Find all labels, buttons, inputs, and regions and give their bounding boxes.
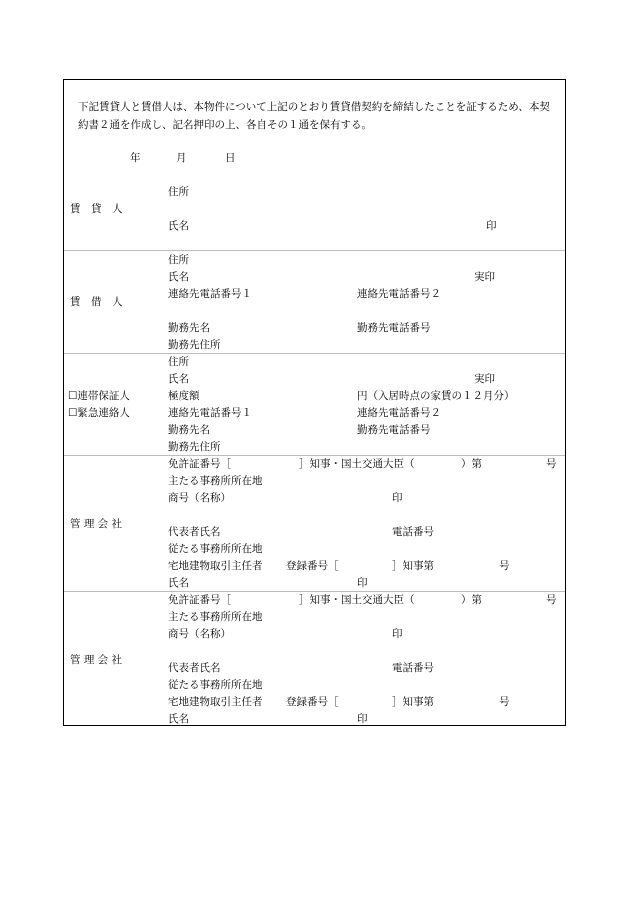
mgmt1-main-office-label: 主たる事務所所在地 [168,475,263,487]
mgmt1-reg-no-label: 登録番号［ [286,560,339,572]
lessor-name-label: 氏名 [168,220,189,232]
divider [64,250,565,251]
mgmt1-phone-label: 電話番号 [392,526,434,538]
guarantor-seal: 実印 [474,373,495,385]
guarantor-workplace-address-label: 勤務先住所 [168,441,221,453]
mgmt1-reg-mid: ］知事第 [392,560,434,572]
divider [64,591,565,592]
mgmt2-main-office-label: 主たる事務所所在地 [168,611,263,623]
mgmt1-seal: 印 [392,492,403,504]
lessor-address-label: 住所 [168,186,189,198]
mgmt2-reg-mid: ］知事第 [392,696,434,708]
intro-text: 下記賃貸人と賃借人は、本物件について上記のとおり賃貸借契約を締結したことを証するため、本契約書２通を作成し、記名押印の上、各自その１通を保有する。 [78,101,550,131]
mgmt2-office-label: 従たる事務所所在地 [168,679,263,691]
guarantor-phone2-label: 連絡先電話番号２ [357,407,441,419]
divider [64,455,565,456]
mgmt2-rep-name-label: 代表者氏名 [168,662,221,674]
lessee-name-label: 氏名 [168,271,189,283]
mgmt1-broker-seal: 印 [357,577,368,589]
lessee-phone1-label: 連絡先電話番号１ [168,288,252,300]
mgmt1-section-label: 管 理 会 社 [70,518,123,530]
guarantor-phone1-label: 連絡先電話番号１ [168,407,252,419]
guarantor-name-label: 氏名 [168,373,189,385]
guarantor-workplace-phone-label: 勤務先電話番号 [357,424,431,436]
lessor-section-label: 賃 貸 人 [70,203,123,215]
mgmt1-license-dai: ）第 [461,458,482,470]
mgmt2-license-dai: ）第 [461,594,482,606]
mgmt2-seal: 印 [392,628,403,640]
mgmt1-license-label: 免許証番号［ [168,458,231,470]
emergency-contact-checkbox-label[interactable]: ☐緊急連絡人 [68,407,130,419]
lessee-seal: 実印 [474,271,495,283]
guarantor-workplace-label: 勤務先名 [168,424,210,436]
mgmt1-rep-name-label: 代表者氏名 [168,526,221,538]
mgmt1-broker-label: 宅地建物取引主任者 [168,560,263,572]
mgmt2-phone-label: 電話番号 [392,662,434,674]
mgmt2-license-mid: ］知事・国土交通大臣（ [299,594,415,606]
mgmt1-trade-name-label: 商号（名称） [168,492,231,504]
mgmt2-section-label: 管 理 会 社 [70,654,123,666]
mgmt1-license-go: 号 [546,458,557,470]
guarantor-address-label: 住所 [168,356,189,368]
lessor-seal: 印 [486,220,497,232]
mgmt2-reg-no-label: 登録番号［ [286,696,339,708]
guarantor-limit-label: 極度額 [168,390,200,402]
date-month: 月 [176,152,187,164]
mgmt2-trade-name-label: 商号（名称） [168,628,231,640]
mgmt1-license-mid: ］知事・国土交通大臣（ [299,458,415,470]
lessee-phone2-label: 連絡先電話番号２ [357,288,441,300]
guarantor-checkbox-label[interactable]: ☐連帯保証人 [68,390,130,402]
signature-block [63,79,566,726]
mgmt2-broker-name-label: 氏名 [168,713,189,725]
mgmt1-reg-go: 号 [499,560,510,572]
lessee-workplace-address-label: 勤務先住所 [168,339,221,351]
mgmt2-broker-label: 宅地建物取引主任者 [168,696,263,708]
mgmt1-broker-name-label: 氏名 [168,577,189,589]
lessee-workplace-label: 勤務先名 [168,322,210,334]
mgmt2-broker-seal: 印 [357,713,368,725]
lessee-address-label: 住所 [168,254,189,266]
date-year: 年 [130,152,141,164]
lessee-workplace-phone-label: 勤務先電話番号 [357,322,431,334]
date-day: 日 [225,152,236,164]
guarantor-limit-unit: 円（入居時点の家賃の１２月分） [357,390,515,402]
mgmt2-license-label: 免許証番号［ [168,594,231,606]
lessee-section-label: 賃 借 人 [70,296,123,308]
mgmt2-license-go: 号 [546,594,557,606]
mgmt1-office-label: 従たる事務所所在地 [168,543,263,555]
divider [64,353,565,354]
mgmt2-reg-go: 号 [499,696,510,708]
